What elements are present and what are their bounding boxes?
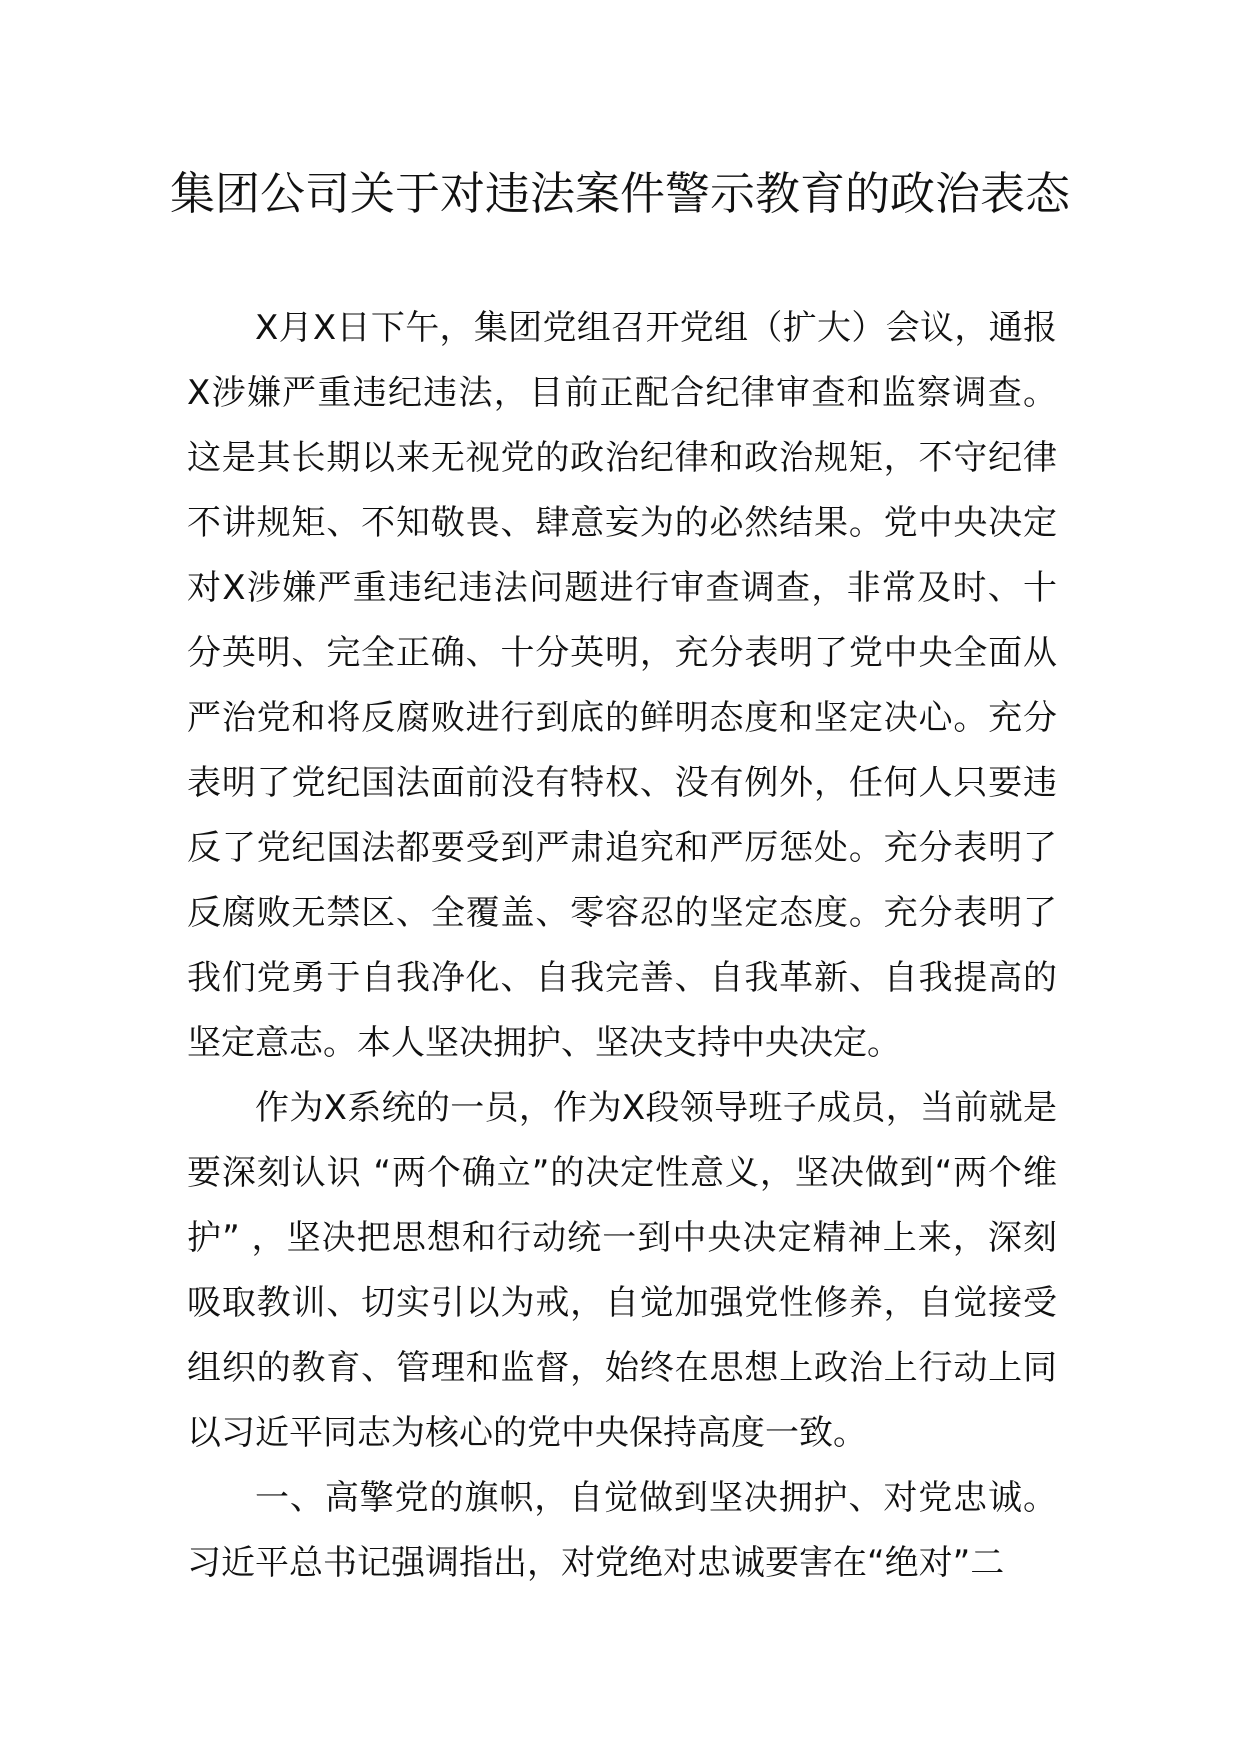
paragraph-1: X月X日下午，集团党组召开党组（扩大）会议，通报X涉嫌严重违纪违法，目前正配合纪律审查和监察调查。这是其长期以来无视党的政治纪律和政治规矩，不守纪律不讲规矩、不知敬畏、肆意妄为的必然结果。党中央决定对X涉嫌严重违纪违法问题进行审查调查，非常及时、十分英明、完全正确、十分英明，充分表明了党中央全面从严治党和将反腐败进行到底的鲜明态度和坚定决心。充分表明了党纪国法面前没有特权、没有例外，任何人只要违反了党纪国法都要受到严肃追究和严厉惩处。充分表明了反腐败无禁区、全覆盖、零容忍的坚定态度。充分表明了我们党勇于自我净化、自我完善、自我革新、自我提高的坚定意志。本人坚决拥护、坚决支持中央决定。 [187, 308, 1057, 1063]
paragraph-3: 一、高擎党的旗帜，自觉做到坚决拥护、对党忠诚。习近平总书记强调指出，对党绝对忠诚要害在“绝对”二 [187, 1478, 1057, 1583]
paragraph-2: 作为X系统的一员，作为X段领导班子成员，当前就是要深刻认识 “两个确立”的决定性意义，坚决做到“两个维护” ，坚决把思想和行动统一到中央决定精神上来，深刻吸取教训、切实引以为戒，自觉加强党性修养，自觉接受组织的教育、管理和监督，始终在思想上政治上行动上同以习近平同志为核心的党中央保持高度一致。 [187, 1088, 1057, 1453]
document-body [187, 296, 1057, 1596]
document-title: 集团公司关于对违法案件警示教育的政治表态 [170, 167, 1071, 220]
